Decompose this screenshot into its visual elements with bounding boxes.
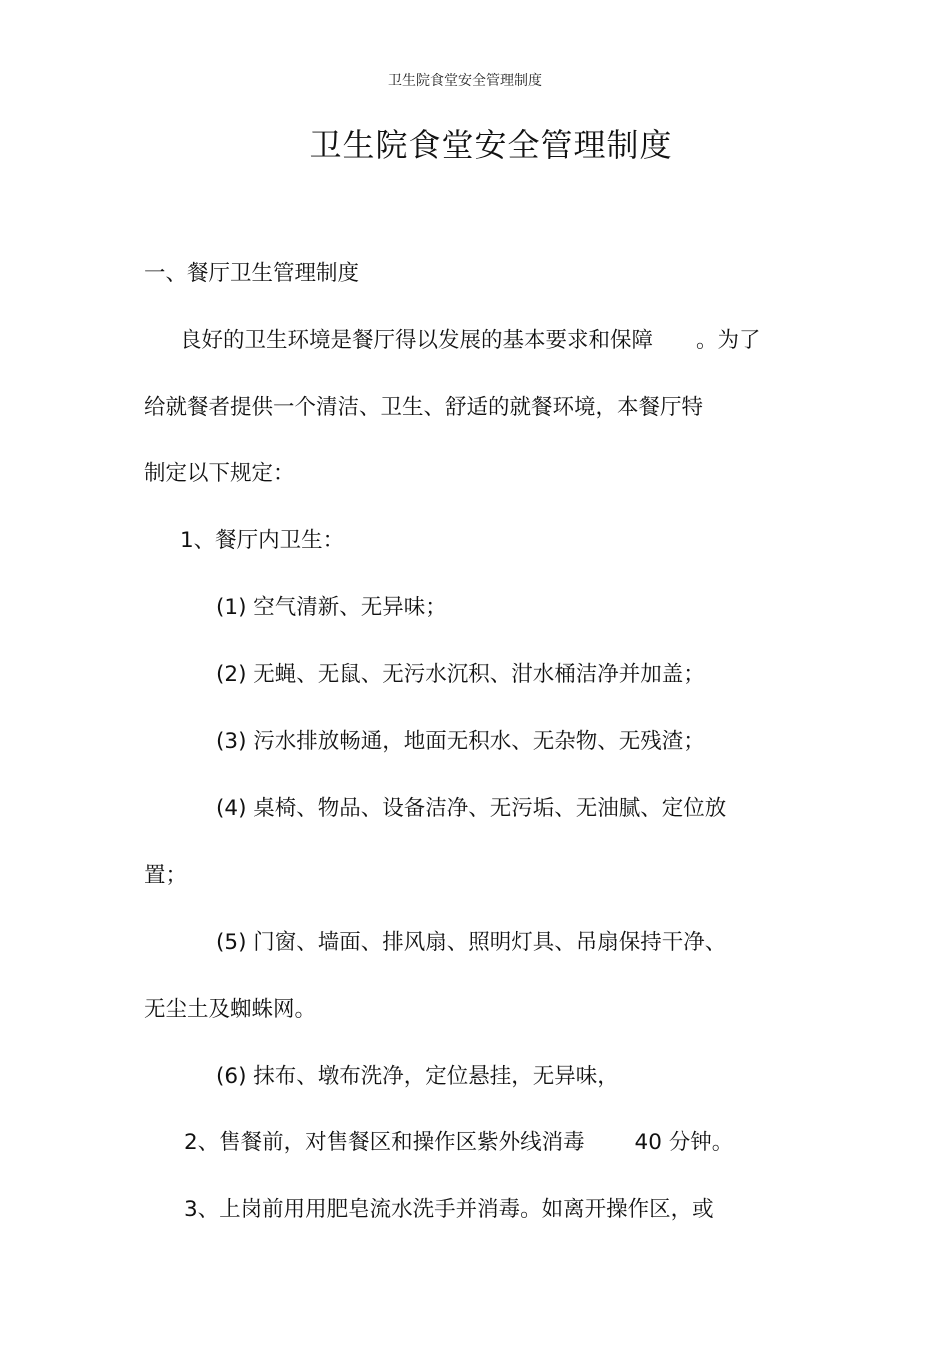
running-header: 卫生院食堂安全管理制度 [388,73,542,89]
paragraph-line: 制定以下规定： [144,461,295,486]
sub-list-item-continuation: 无尘土及蜘蛛网。 [144,997,317,1022]
paragraph-line: 给就餐者提供一个清洁、卫生、舒适的就餐环境，本餐厅特 [144,395,704,420]
sub-list-item: (5) 门窗、墙面、排风扇、照明灯具、吊扇保持干净、 [216,930,727,955]
sub-list-item: (4) 桌椅、物品、设备洁净、无污垢、无油腻、定位放 [216,796,727,821]
sub-list-item: (6) 抹布、墩布洗净，定位悬挂，无异味， [216,1064,619,1089]
list-item-heading: 1、餐厅内卫生： [180,528,345,553]
list-item: 3、上岗前用用肥皂流水洗手并消毒。如离开操作区，或 [184,1197,714,1222]
list-item: 2、售餐前，对售餐区和操作区紫外线消毒 40 分钟。 [184,1130,734,1155]
sub-list-item: (3) 污水排放畅通，地面无积水、无杂物、无残渣； [216,729,705,754]
sub-list-item: (1) 空气清新、无异味； [216,595,447,620]
document-title: 卫生院食堂安全管理制度 [309,126,673,164]
paragraph-line: 良好的卫生环境是餐厅得以发展的基本要求和保障 。为了 [180,328,761,353]
section-heading: 一、餐厅卫生管理制度 [144,261,360,286]
sub-list-item-continuation: 置； [144,863,188,888]
sub-list-item: (2) 无蝇、无鼠、无污水沉积、泔水桶洁净并加盖； [216,662,705,687]
